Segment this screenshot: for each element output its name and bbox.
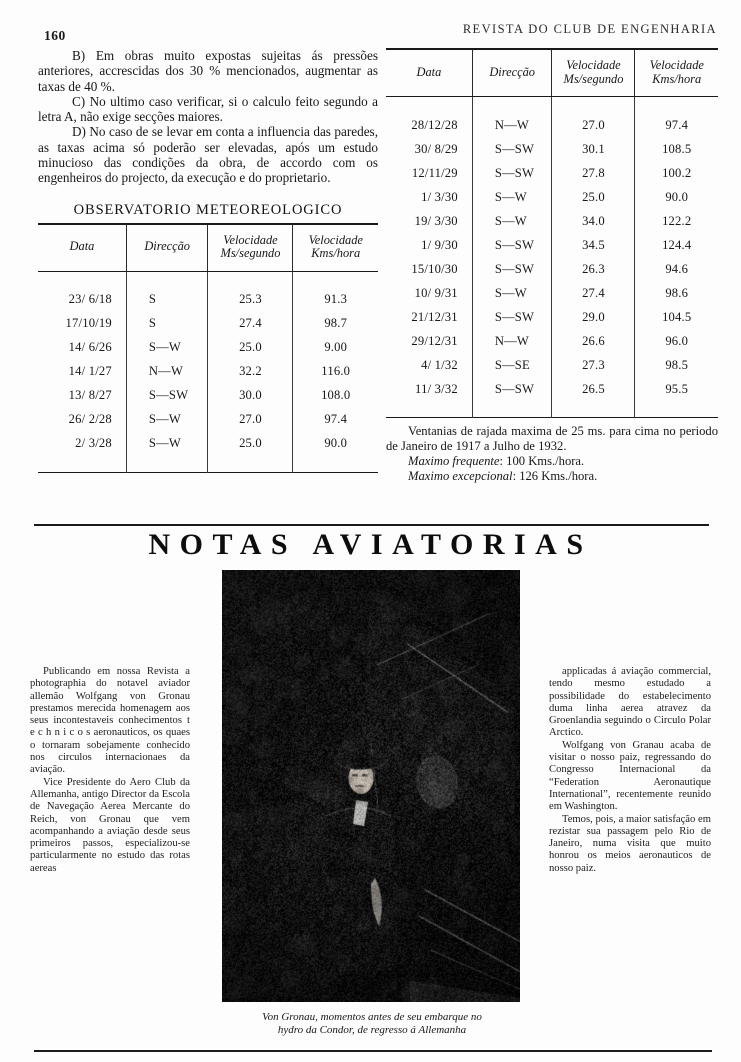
observatory-title: OBSERVATORIO METEOREOLOGICO — [73, 201, 343, 218]
table-spacer-row — [38, 456, 378, 473]
table-cell-dir: S—SW — [472, 233, 552, 257]
col-head-velocidade-ms: Velocidade Ms/segundo — [208, 225, 293, 272]
table-cell-kmh: 108.5 — [662, 141, 692, 156]
table-cell-dir: N—W — [472, 113, 552, 137]
table-cell-ms: 25.0 — [208, 432, 293, 456]
article-body-top — [38, 48, 378, 186]
left-top-column — [38, 48, 378, 473]
table-spacer-row — [386, 97, 718, 114]
table-cell-data: 23/ 6/18 — [38, 288, 126, 312]
table-cell-ms: 26.6 — [552, 329, 635, 353]
running-head: REVISTA DO CLUB DE ENGENHARIA — [462, 22, 717, 36]
table-cell-data: 26/ 2/28 — [38, 408, 126, 432]
wind-table-right-body — [386, 97, 718, 418]
table-cell-dir: S—W — [126, 336, 208, 360]
table-cell-data: 21/12/31 — [386, 305, 472, 329]
table-row — [38, 360, 378, 384]
table-row — [386, 161, 718, 185]
table-cell-ms: 29.0 — [552, 305, 635, 329]
table-cell-ms: 26.3 — [552, 257, 635, 281]
table-spacer-row — [386, 401, 718, 418]
photograph-von-gronau — [222, 570, 520, 1002]
table-cell-data: 29/12/31 — [386, 329, 472, 353]
wind-table-right-foot — [386, 418, 718, 419]
table-row — [38, 312, 378, 336]
table-spacer-row — [38, 271, 378, 288]
table-cell-ms: 34.0 — [552, 209, 635, 233]
right-top-column — [386, 48, 718, 484]
table-row — [386, 185, 718, 209]
table-cell-dir: S—SW — [472, 377, 552, 401]
table-row — [38, 336, 378, 360]
col-head-velocidade-kmh: Velocidade Kms/hora — [293, 225, 378, 272]
table-cell-kmh: 90.0 — [324, 436, 348, 451]
col-head-data: Data — [386, 50, 472, 97]
wind-table-right — [386, 48, 718, 418]
table-cell-dir: S — [126, 312, 208, 336]
table-cell-kmh: 90.0 — [665, 189, 689, 204]
table-cell-dir: S—W — [472, 185, 552, 209]
table-header-row — [38, 225, 378, 272]
table-cell-dir: S—SW — [126, 384, 208, 408]
col-head-direccao: Direcção — [126, 225, 208, 272]
paragraph-b: B) Em obras muito expostas sujeitas ás pressões anteriores, accrescidas dos 30 % mencionados, augmentar as taxas de 40 %. — [38, 48, 378, 94]
table-cell-kmh: 98.7 — [324, 316, 348, 331]
aviation-headline: NOTAS AVIATORIAS — [148, 528, 593, 561]
table-cell-ms: 32.2 — [208, 360, 293, 384]
table-cell-kmh: 94.6 — [665, 261, 689, 276]
table-cell-data: 2/ 3/28 — [38, 432, 126, 456]
table-cell-data: 1/ 9/30 — [386, 233, 472, 257]
table-cell-ms: 27.0 — [208, 408, 293, 432]
table-cell-data: 14/ 6/26 — [38, 336, 126, 360]
aviation-left-paragraph-2: Vice Presidente do Aero Club da Allemanha, antigo Director da Escola de Navegação Aerea Mercante do Reich, von Gronau que vem acompanhando a aviação desde seus primeiros passos, especializou-se particularmente no estudo das rotas aereas — [30, 776, 190, 874]
table-row — [386, 353, 718, 377]
page-number: 160 — [44, 28, 66, 43]
col-head-velocidade-ms: Velocidade Ms/segundo — [552, 50, 635, 97]
table-row — [386, 137, 718, 161]
col-head-data: Data — [38, 225, 126, 272]
col-head-velocidade-kmh: Velocidade Kms/hora — [635, 50, 718, 97]
table-cell-data: 15/10/30 — [386, 257, 472, 281]
table-header-row — [386, 50, 718, 97]
table-cell-data: 17/10/19 — [38, 312, 126, 336]
wind-table-left-body — [38, 271, 378, 472]
table-cell-data: 10/ 9/31 — [386, 281, 472, 305]
aviation-left-paragraph-1: Publicando em nossa Revista a photographia do notavel aviador allemão Wolfgang von Gronau prestamos merecida homenagem aos seus incontestaveis conhecimentos t e c h n i c o s aeronauticos, os quaes o tornaram sobejamente conhecido nos circulos internacionaes da aviação. — [30, 666, 190, 776]
table-cell-dir: S—SE — [472, 353, 552, 377]
wind-table-left-foot — [38, 472, 378, 473]
wind-table-right-head — [386, 49, 718, 97]
aviation-left-column — [30, 666, 190, 875]
note-lead: Ventanias de rajada maxima de 25 ms. para cima no periodo de Janeiro de 1917 a Julho de 1932. — [386, 424, 718, 453]
table-cell-dir: S—W — [472, 209, 552, 233]
table-cell-data: 12/11/29 — [386, 161, 472, 185]
table-cell-ms: 25.3 — [208, 288, 293, 312]
table-row — [386, 377, 718, 401]
table-cell-dir: S — [126, 288, 208, 312]
table-cell-data: 13/ 8/27 — [38, 384, 126, 408]
table-cell-data: 14/ 1/27 — [38, 360, 126, 384]
note-max-frequent: Maximo frequente: 100 Kms./hora. — [408, 454, 585, 468]
col-head-direccao: Direcção — [472, 50, 552, 97]
table-cell-kmh: 97.4 — [665, 117, 689, 132]
table-cell-ms: 27.8 — [552, 161, 635, 185]
note-max-exceptional: Maximo excepcional: 126 Kms./hora. — [408, 469, 598, 483]
table-row — [38, 384, 378, 408]
table-cell-dir: S—W — [126, 432, 208, 456]
table-cell-ms: 27.0 — [552, 113, 635, 137]
table-row — [38, 408, 378, 432]
photograph-canvas — [222, 570, 520, 1002]
paragraph-c: C) No ultimo caso verificar, si o calculo feito segundo a letra A, não exige secções maiores. — [38, 93, 378, 125]
table-cell-kmh: 95.5 — [665, 381, 689, 396]
page-bottom-rule — [34, 1050, 712, 1052]
aviation-right-paragraph-2: Wolfgang von Granau acaba de visitar o nosso paiz, regressando do Congresso Internacional da “Federation Aeronautique International”, recentemente reunido em Washington. — [549, 739, 711, 813]
aviation-right-paragraph-1: applicadas á aviação commercial, tendo mesmo estudado a possibilidade do estabelecimento duma linha aerea atravez da Groenlandia seguindo o Circulo Polar Arctico. — [549, 666, 711, 739]
table-cell-ms: 27.4 — [208, 312, 293, 336]
table-cell-kmh: 98.5 — [665, 357, 689, 372]
aviation-right-paragraph-3: Temos, pois, a maior satisfação em rezistar sua passagem pelo Rio de Janeiro, numa visita que muito honrou os meios aeronauticos de nosso paiz. — [549, 813, 711, 874]
table-cell-data: 4/ 1/32 — [386, 353, 472, 377]
section-divider-rule — [34, 524, 709, 526]
table-cell-kmh: 98.6 — [665, 285, 689, 300]
table-cell-kmh: 96.0 — [665, 333, 689, 348]
aviation-right-column — [549, 666, 711, 875]
table-cell-ms: 25.0 — [208, 336, 293, 360]
table-cell-dir: S—SW — [472, 257, 552, 281]
table-row — [38, 432, 378, 456]
wind-table-left-head — [38, 224, 378, 272]
table-row — [38, 288, 378, 312]
table-cell-ms: 27.3 — [552, 353, 635, 377]
table-cell-data: 30/ 8/29 — [386, 137, 472, 161]
table-cell-ms: 34.5 — [552, 233, 635, 257]
table-cell-kmh: 9.00 — [324, 340, 348, 355]
table-cell-data: 19/ 3/30 — [386, 209, 472, 233]
table-cell-dir: S—W — [126, 408, 208, 432]
table-cell-data: 11/ 3/32 — [386, 377, 472, 401]
photograph-caption — [196, 1011, 548, 1037]
table-cell-dir: N—W — [472, 329, 552, 353]
table-cell-kmh: 91.3 — [324, 292, 348, 307]
observatory-note — [386, 424, 718, 484]
table-cell-kmh: 108.0 — [321, 388, 351, 403]
table-row — [386, 257, 718, 281]
table-cell-dir: S—SW — [472, 137, 552, 161]
paragraph-d: D) No caso de se levar em conta a influencia das paredes, as taxas acima só poderão ser elevadas, após um estudo minucioso das condições da obra, de accordo com os engenheiros do projecto, da execução e do proprietario. — [38, 124, 378, 186]
table-cell-kmh: 97.4 — [324, 412, 348, 427]
wind-table-left — [38, 223, 378, 473]
table-cell-ms: 25.0 — [552, 185, 635, 209]
table-cell-dir: S—SW — [472, 161, 552, 185]
table-row — [386, 209, 718, 233]
table-row — [386, 281, 718, 305]
table-cell-kmh: 116.0 — [321, 364, 351, 379]
caption-line-2: hydro da Condor, de regresso á Allemanha — [277, 1024, 467, 1036]
table-row — [386, 113, 718, 137]
table-cell-data: 28/12/28 — [386, 113, 472, 137]
table-cell-kmh: 100.2 — [662, 165, 692, 180]
table-cell-ms: 30.1 — [552, 137, 635, 161]
table-cell-dir: S—SW — [472, 305, 552, 329]
table-cell-kmh: 122.2 — [662, 213, 692, 228]
table-row — [386, 329, 718, 353]
caption-line-1: Von Gronau, momentos antes de seu embarque no — [262, 1011, 482, 1023]
table-cell-dir: S—W — [472, 281, 552, 305]
table-row — [386, 305, 718, 329]
table-cell-ms: 27.4 — [552, 281, 635, 305]
table-cell-kmh: 124.4 — [662, 237, 692, 252]
table-cell-dir: N—W — [126, 360, 208, 384]
table-row — [386, 233, 718, 257]
table-cell-kmh: 104.5 — [662, 309, 692, 324]
table-cell-data: 1/ 3/30 — [386, 185, 472, 209]
table-cell-ms: 30.0 — [208, 384, 293, 408]
table-cell-ms: 26.5 — [552, 377, 635, 401]
